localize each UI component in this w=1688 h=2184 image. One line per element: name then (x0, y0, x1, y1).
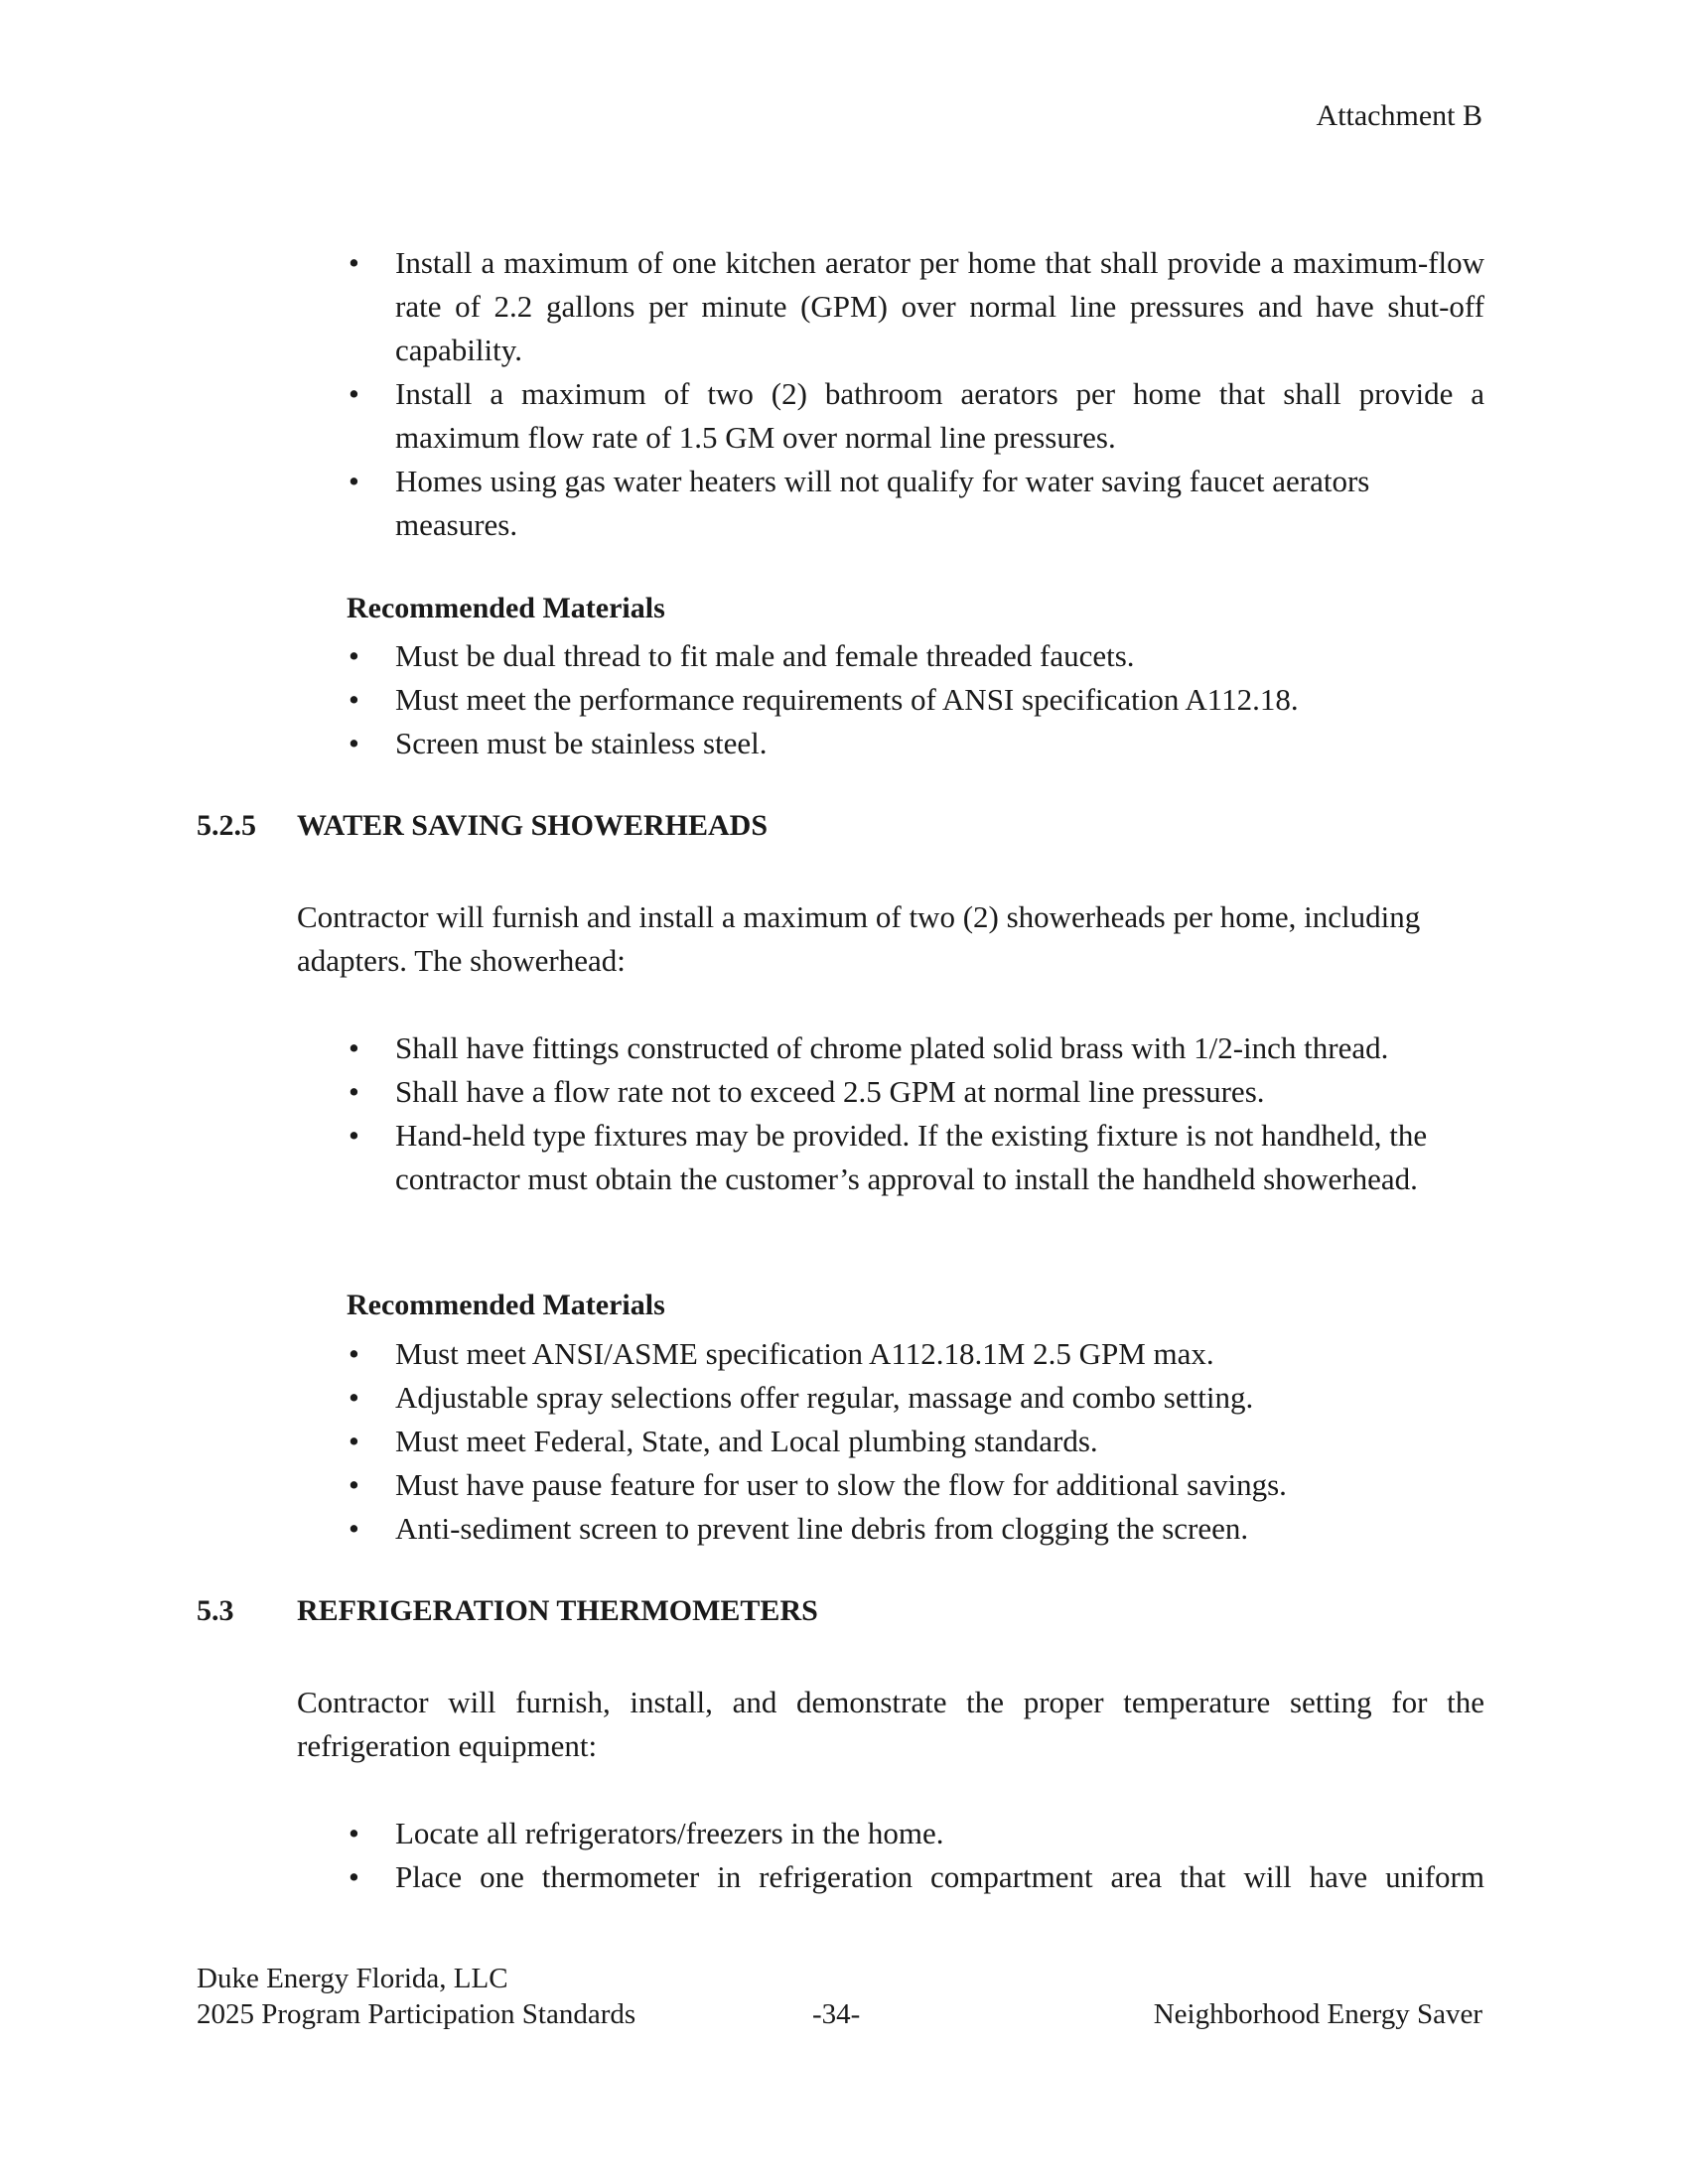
list-item-text: Hand-held type fixtures may be provided. If the existing fixture is not handheld, the contractor must obtain the customer’s approval to install the handheld showerhead. (395, 1118, 1428, 1196)
list-item (349, 1855, 1484, 1899)
bullet-icon: • (349, 464, 359, 498)
bullet-icon: • (349, 682, 359, 717)
section-title: WATER SAVING SHOWERHEADS (297, 809, 769, 842)
list-item (349, 1812, 1484, 1855)
list-item-text: Screen must be stainless steel. (395, 726, 768, 760)
section-intro: Contractor will furnish and install a maximum of two (2) showerheads per home, including adapters. The showerhead: (297, 899, 1421, 978)
list-item-text: Place one thermometer in refrigeration compartment area that will have uniform (395, 1859, 1484, 1894)
footer-standards: 2025 Program Participation Standards (197, 1998, 636, 2030)
list-item-text: Must meet ANSI/ASME specification A112.18.1M 2.5 GPM max. (395, 1336, 1214, 1371)
bullet-icon: • (349, 376, 359, 411)
bullet-icon: • (349, 1816, 359, 1850)
bullet-icon: • (349, 638, 359, 673)
recommended-materials-heading: Recommended Materials (347, 592, 665, 624)
list-item (349, 1420, 1484, 1463)
section-number: 5.2.5 (197, 809, 256, 842)
bullet-icon: • (349, 1511, 359, 1546)
list-item-text: Adjustable spray selections offer regular, massage and combo setting. (395, 1380, 1254, 1415)
list-item-text: Must meet the performance requirements of ANSI specification A112.18. (395, 682, 1299, 717)
list-item (349, 1376, 1484, 1420)
list-item (349, 1070, 1484, 1114)
section-title: REFRIGERATION THERMOMETERS (297, 1594, 818, 1627)
list-item (349, 1114, 1468, 1201)
section-intro: Contractor will furnish, install, and demonstrate the proper temperature setting for the refrigeration equipment: (297, 1685, 1484, 1763)
footer-program: Neighborhood Energy Saver (1153, 1998, 1482, 2030)
list-item-text: Shall have a flow rate not to exceed 2.5 GPM at normal line pressures. (395, 1074, 1265, 1109)
recommended-materials-heading: Recommended Materials (347, 1289, 665, 1321)
section-number: 5.3 (197, 1594, 234, 1627)
bullet-icon: • (349, 1859, 359, 1894)
list-item (349, 1507, 1484, 1551)
list-item-text: Must meet Federal, State, and Local plumbing standards. (395, 1424, 1098, 1458)
list-item-text: Homes using gas water heaters will not qualify for water saving faucet aerators measures. (395, 464, 1370, 542)
list-item-text: Install a maximum of two (2) bathroom aerators per home that shall provide a maximum flow rate of 1.5 GM over normal line pressures. (395, 376, 1484, 455)
attachment-label: Attachment B (1316, 99, 1482, 132)
list-item (349, 722, 1484, 765)
list-item (349, 1463, 1484, 1507)
bullet-icon: • (349, 1380, 359, 1415)
list-item (349, 1332, 1484, 1376)
bullet-icon: • (349, 1118, 359, 1153)
list-item (349, 678, 1484, 722)
list-item-text: Shall have fittings constructed of chrome plated solid brass with 1/2-inch thread. (395, 1030, 1389, 1065)
footer-company: Duke Energy Florida, LLC (197, 1963, 508, 1994)
bullet-icon: • (349, 726, 359, 760)
list-item (349, 1026, 1484, 1070)
page-number: -34- (812, 1998, 861, 2030)
list-item-text: Install a maximum of one kitchen aerator per home that shall provide a maximum-flow rate of 2.2 gallons per minute (GPM) over normal line pressures and have shut-off capability. (395, 245, 1484, 367)
list-item-text: Locate all refrigerators/freezers in the home. (395, 1816, 944, 1850)
list-item (349, 372, 1484, 460)
list-item (349, 241, 1484, 372)
list-item-text: Anti-sediment screen to prevent line debris from clogging the screen. (395, 1511, 1249, 1546)
bullet-icon: • (349, 245, 359, 280)
list-item-text: Must be dual thread to fit male and female threaded faucets. (395, 638, 1135, 673)
bullet-icon: • (349, 1424, 359, 1458)
bullet-icon: • (349, 1074, 359, 1109)
bullet-icon: • (349, 1336, 359, 1371)
bullet-icon: • (349, 1030, 359, 1065)
list-item (349, 634, 1484, 678)
list-item (349, 460, 1484, 547)
list-item-text: Must have pause feature for user to slow the flow for additional savings. (395, 1467, 1287, 1502)
bullet-icon: • (349, 1467, 359, 1502)
